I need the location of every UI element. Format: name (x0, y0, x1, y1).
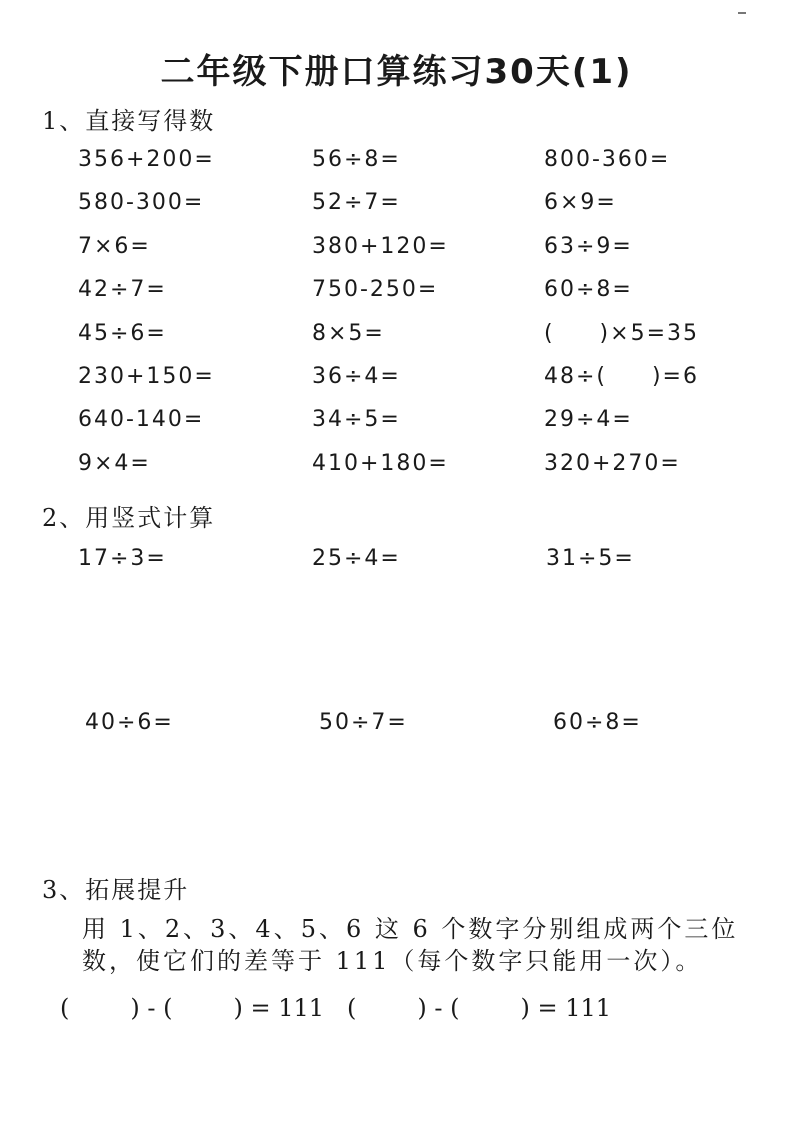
math-item: 9×4= (78, 450, 151, 476)
section-1-heading: 1、直接写得数 (42, 107, 216, 135)
vertical-calc-item: 60÷8= (553, 710, 642, 735)
vertical-calc-item: 25÷4= (312, 546, 401, 571)
vertical-calc-row-2 (85, 705, 787, 741)
math-item: 8×5= (312, 320, 385, 346)
vertical-calc-item: 17÷3= (78, 546, 167, 571)
math-item: 56÷8= (312, 147, 401, 172)
math-item: 640-140= (78, 407, 205, 433)
answer-blanks: ( ) - ( ) = 111 ( ) - ( ) = 111 (60, 994, 612, 1022)
math-item: 6×9= (544, 190, 617, 216)
math-item: 7×6= (78, 233, 151, 259)
math-item: 800-360= (544, 147, 671, 172)
math-item: 29÷4= (544, 407, 633, 433)
vertical-calc-item: 50÷7= (319, 710, 408, 735)
math-item: ( )×5=35 (544, 320, 699, 346)
math-item: 36÷4= (312, 363, 401, 389)
math-item: 45÷6= (78, 320, 167, 346)
math-item: 60÷8= (544, 277, 633, 303)
math-item: 380+120= (312, 233, 449, 259)
section-3-heading: 3、拓展提升 (42, 876, 190, 904)
section-2-heading: 2、用竖式计算 (42, 504, 216, 532)
vertical-calc-row-1 (78, 541, 780, 577)
math-item: 410+180= (312, 450, 449, 476)
vertical-calc-item: 31÷5= (546, 546, 635, 571)
mental-math-grid (78, 142, 784, 489)
math-item: 356+200= (78, 147, 215, 172)
problem-text-line-1: 用 1、2、3、4、5、6 这 6 个数字分别组成两个三位 (82, 915, 739, 943)
math-item: 52÷7= (312, 190, 401, 216)
problem-text-line-2: 数，使它们的差等于 111（每个数字只能用一次）。 (82, 947, 703, 975)
math-item: 320+270= (544, 450, 681, 476)
math-item: 750-250= (312, 277, 439, 303)
math-item: 42÷7= (78, 277, 167, 303)
page-title: 二年级下册口算练习30天(1) (160, 52, 633, 92)
vertical-calc-item: 40÷6= (85, 710, 174, 735)
math-item: 48÷( )=6 (544, 363, 699, 389)
math-item: 34÷5= (312, 407, 401, 433)
math-item: 230+150= (78, 363, 215, 389)
math-item: 63÷9= (544, 233, 633, 259)
corner-mark (738, 12, 746, 14)
math-item: 580-300= (78, 190, 205, 216)
